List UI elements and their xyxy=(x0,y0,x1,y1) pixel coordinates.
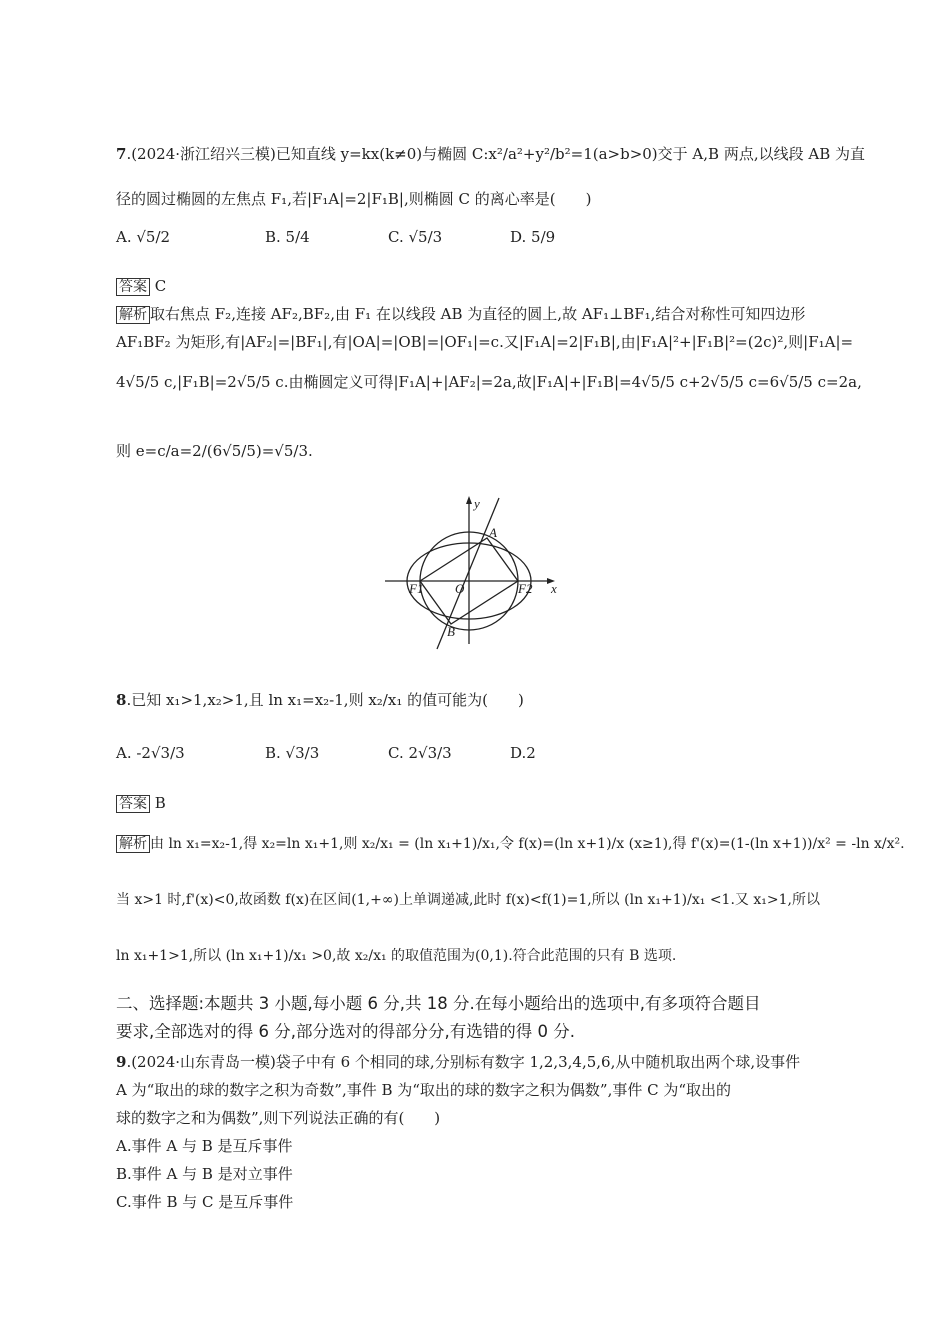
q7-option-d: D. 5/9 xyxy=(510,228,556,246)
q8-option-a: A. -2√3/3 xyxy=(116,744,185,762)
q8-analysis-line3: ln x₁+1>1,所以 (ln x₁+1)/x₁ >0,故 x₂/x₁ 的取值范围为(0,1).符合此范围的只有 B 选项. xyxy=(116,948,677,964)
q8-option-d: D.2 xyxy=(510,744,536,762)
q8-analysis-line1: 解析 由 ln x₁=x₂-1,得 x₂=ln x₁+1,则 x₂/x₁ = (ln x₁+1)/x₁,令 f(x)=(ln x+1)/x (x≥1),得 f'(x)=(1-(ln x+1))/x² = -ln x/x². xyxy=(116,834,905,854)
label-b: B xyxy=(447,624,455,639)
q8-option-b: B. √3/3 xyxy=(265,744,320,762)
q9-stem-line3: 球的数字之和为偶数”,则下列说法正确的有( ) xyxy=(116,1109,441,1127)
label-f2: F2 xyxy=(518,581,533,596)
label-y: y xyxy=(474,496,480,511)
q7-analysis-line2: AF₁BF₂ 为矩形,有|AF₂|=|BF₁|,有|OA|=|OB|=|OF₁|=c.又|F₁A|=2|F₁B|,由|F₁A|²+|F₁B|²=(2c)²,则|F₁A|= xyxy=(116,333,854,351)
section2-heading-line1: 二、选择题:本题共 3 小题,每小题 6 分,共 18 分.在每小题给出的选项中,有多项符合题目 xyxy=(116,994,761,1013)
section2-heading-line2: 要求,全部选对的得 6 分,部分选对的得部分分,有选错的得 0 分. xyxy=(116,1022,575,1041)
q8-option-c: C. 2√3/3 xyxy=(388,744,452,762)
q9-stem-line1: 9.(2024·山东青岛一模)袋子中有 6 个相同的球,分别标有数字 1,2,3,4,5,6,从中随机取出两个球,设事件 xyxy=(116,1053,801,1071)
label-x: x xyxy=(551,581,557,596)
q7-analysis-line1: 解析 取右焦点 F₂,连接 AF₂,BF₂,由 F₁ 在以线段 AB 为直径的圆上,故 AF₁⊥BF₁,结合对称性可知四边形 xyxy=(116,304,805,325)
q9-stem-line2: A 为“取出的球的数字之积为奇数”,事件 B 为“取出的球的数字之积为偶数”,事件 C 为“取出的 xyxy=(116,1081,732,1099)
q7-option-a: A. √5/2 xyxy=(116,228,171,246)
q7-analysis-line3: 4√5/5 c,|F₁B|=2√5/5 c.由椭圆定义可得|F₁A|+|AF₂|=2a,故|F₁A|+|F₁B|=4√5/5 c+2√5/5 c=6√5/5 c=2a, xyxy=(116,373,862,391)
q7-option-b: B. 5/4 xyxy=(265,228,310,246)
q8-answer: 答案 B xyxy=(116,793,166,814)
label-a: A xyxy=(489,525,497,540)
label-o: O xyxy=(455,581,465,596)
q7-stem-line1: 7.(2024·浙江绍兴三模)已知直线 y=kx(k≠0)与椭圆 C:x²/a²+y²/b²=1(a>b>0)交于 A,B 两点,以线段 AB 为直 xyxy=(116,145,865,163)
analysis-tag: 解析 xyxy=(116,835,150,853)
q7-analysis-line4: 则 e=c/a=2/(6√5/5)=√5/3. xyxy=(116,442,313,460)
q7-stem-line2: 径的圆过椭圆的左焦点 F₁,若|F₁A|=2|F₁B|,则椭圆 C 的离心率是( ) xyxy=(116,190,592,208)
q9-option-b: B.事件 A 与 B 是对立事件 xyxy=(116,1165,293,1183)
answer-tag: 答案 xyxy=(116,795,150,813)
analysis-tag: 解析 xyxy=(116,306,150,324)
q7-option-c: C. √5/3 xyxy=(388,228,443,246)
q7-answer: 答案 C xyxy=(116,276,166,297)
q8-analysis-line2: 当 x>1 时,f'(x)<0,故函数 f(x)在区间(1,+∞)上单调递减,此时 f(x)<f(1)=1,所以 (ln x₁+1)/x₁ <1.又 x₁>1,所以 xyxy=(116,892,820,908)
q9-option-c: C.事件 B 与 C 是互斥事件 xyxy=(116,1193,294,1211)
answer-tag: 答案 xyxy=(116,278,150,296)
q9-option-a: A.事件 A 与 B 是互斥事件 xyxy=(116,1137,293,1155)
ellipse-figure xyxy=(385,494,570,650)
q8-stem: 8.已知 x₁>1,x₂>1,且 ln x₁=x₂-1,则 x₂/x₁ 的值可能为( ) xyxy=(116,691,524,709)
label-f1: F1 xyxy=(409,581,424,596)
